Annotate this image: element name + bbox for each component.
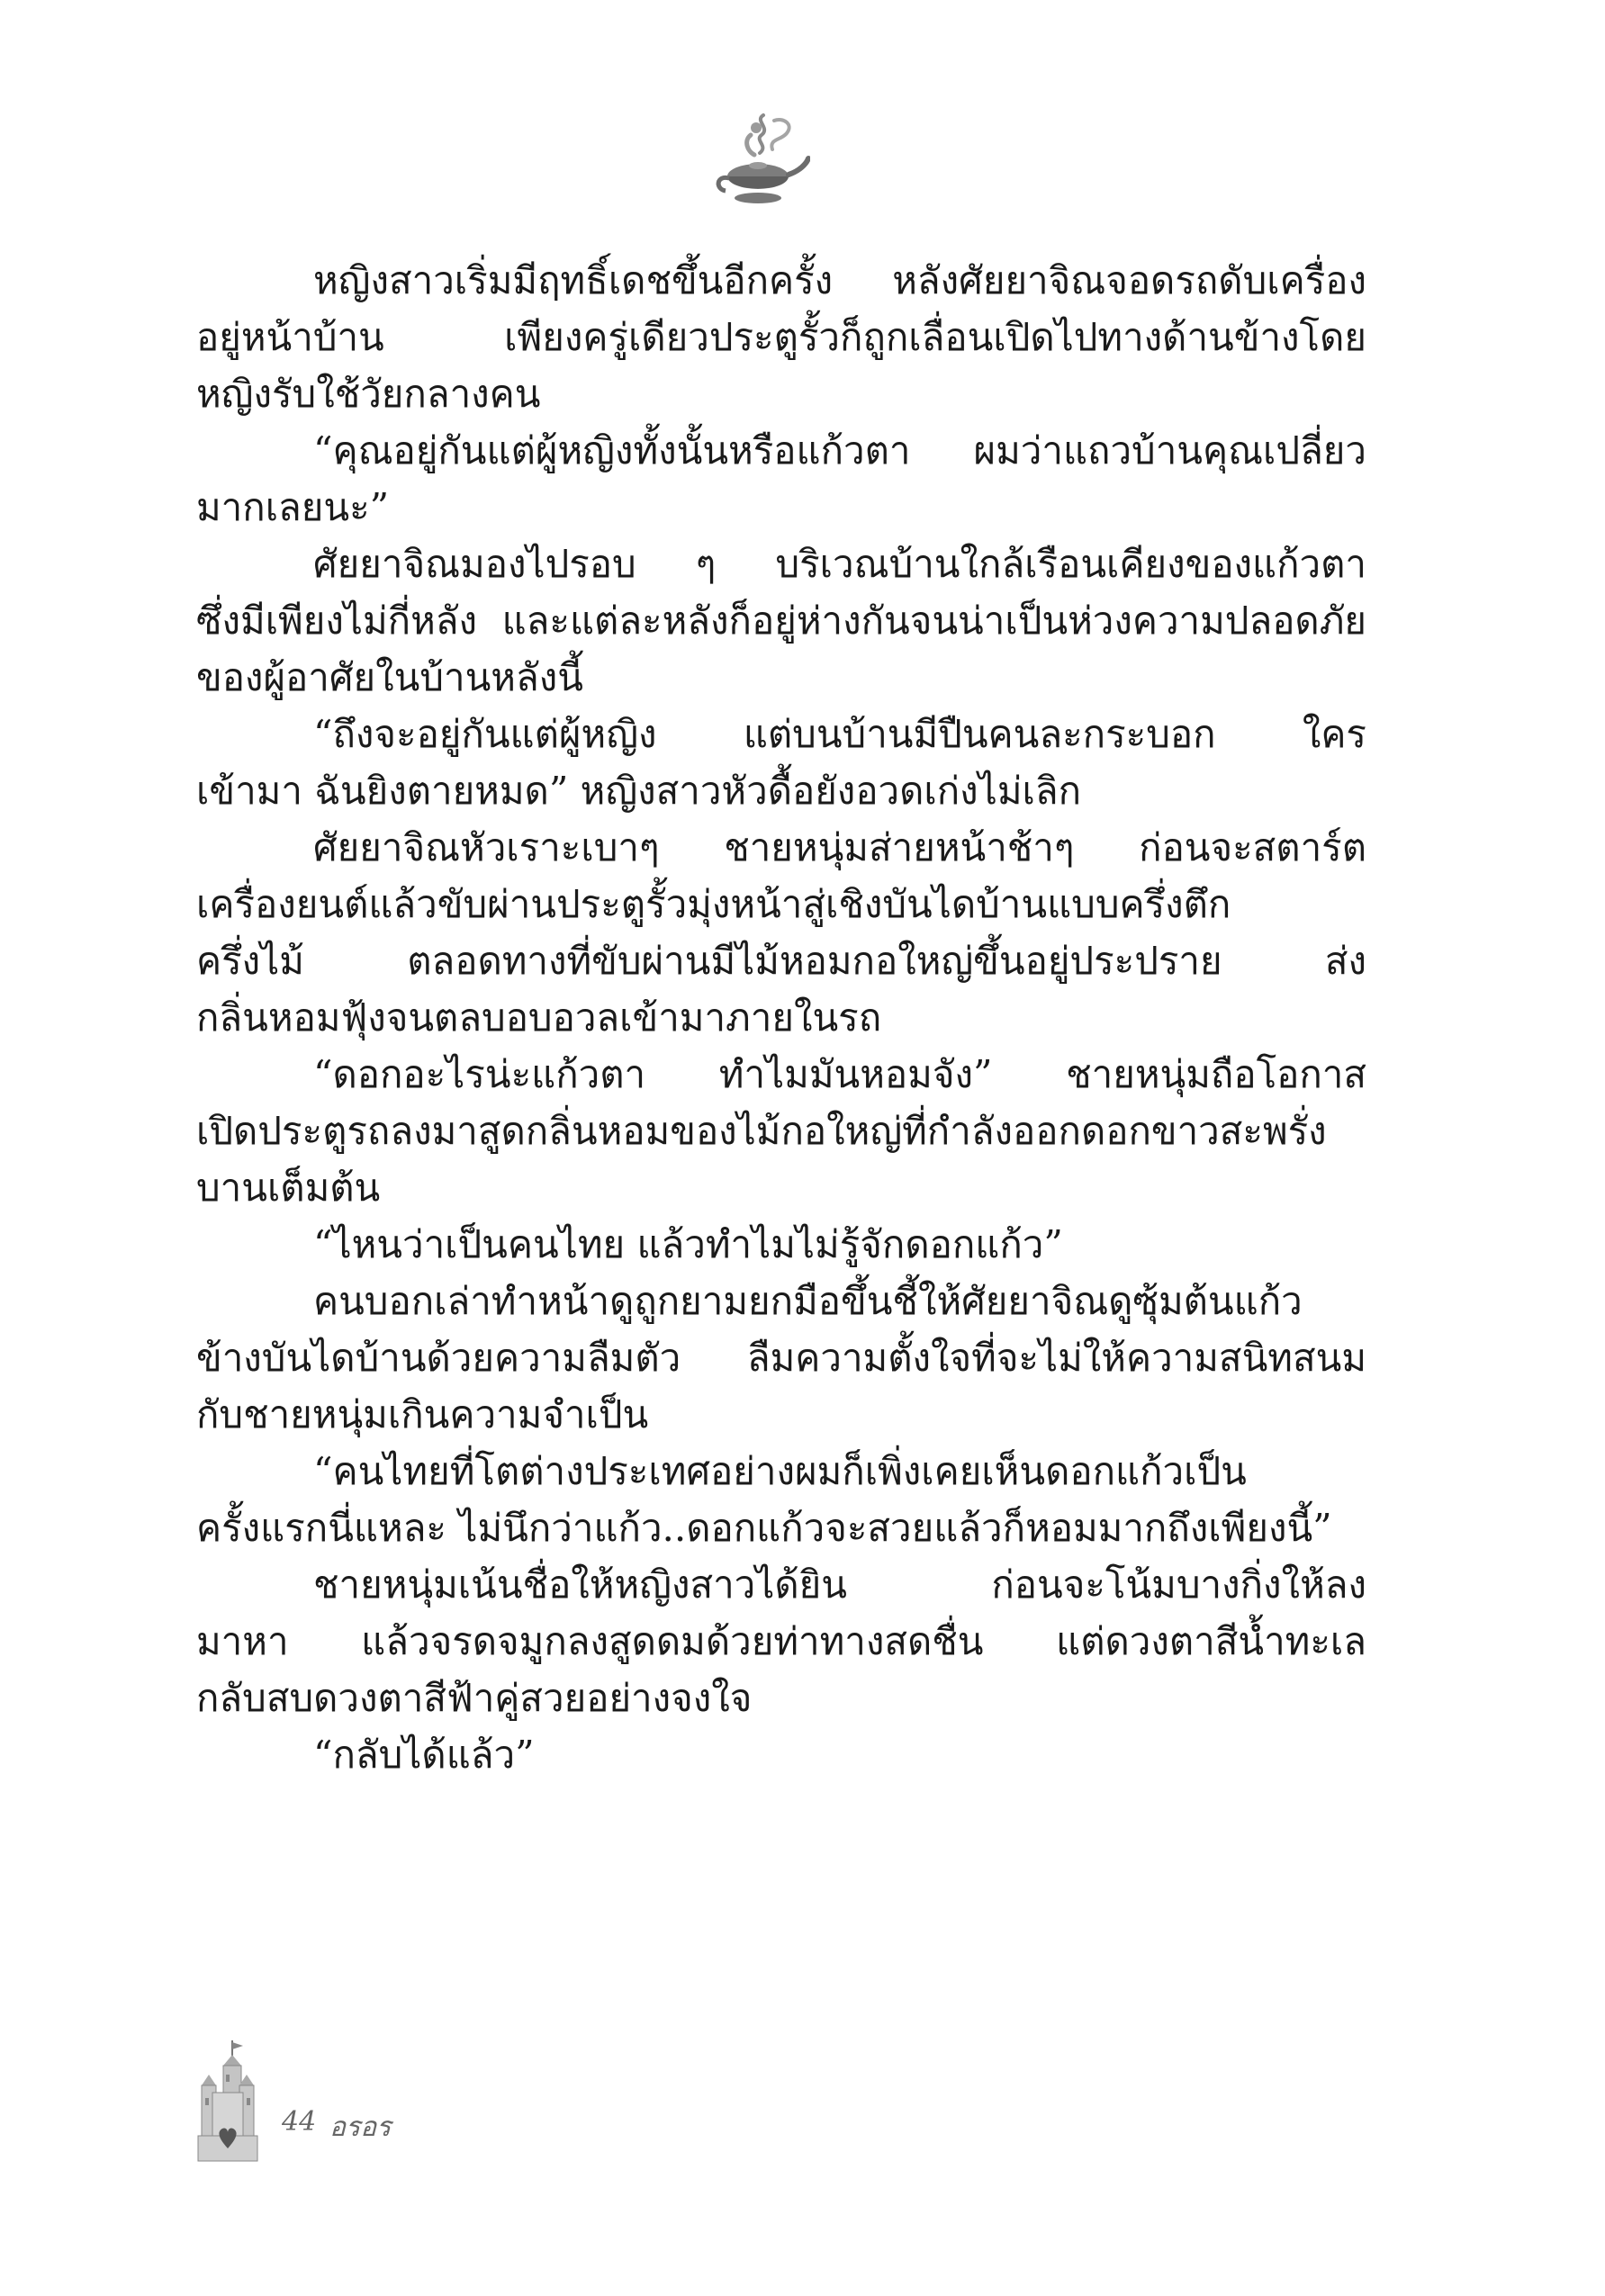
paragraph bbox=[196, 1216, 1366, 1273]
paragraph bbox=[196, 536, 1366, 706]
text-line: “ไหนว่าเป็นคนไทย แล้วทำไมไม่รู้จักดอกแก้ว” bbox=[313, 1222, 1063, 1266]
text-line: เปิดประตูรถลงมาสูดกลิ่นหอมของไม้กอใหญ่ที่กำลังออกดอกขาวสะพรั่ง bbox=[196, 1109, 1327, 1153]
text-line: ของผู้อาศัยในบ้านหลังนี้ bbox=[196, 655, 583, 699]
text-line: กลับสบดวงตาสีฟ้าคู่สวยอย่างจงใจ bbox=[196, 1676, 753, 1720]
text-line: เครื่องยนต์แล้วขับผ่านประตูรั้วมุ่งหน้าสู่เชิงบันไดบ้านแบบครึ่งตึก bbox=[196, 882, 1231, 926]
paragraph bbox=[196, 706, 1366, 819]
author-name: อรอร bbox=[329, 2111, 392, 2143]
body-text bbox=[196, 252, 1366, 1783]
text-line: ข้างบันไดบ้านด้วยความลืมตัว ลืมความตั้งใจที่จะไม่ให้ความสนิทสนม bbox=[196, 1336, 1366, 1380]
text-line: ศัยยาจิณหัวเราะเบาๆ ชายหนุ่มส่ายหน้าช้าๆ ก่อนจะสตาร์ต bbox=[313, 825, 1366, 869]
paragraph bbox=[196, 1556, 1366, 1726]
text-line: กลิ่นหอมฟุ้งจนตลบอบอวลเข้ามาภายในรถ bbox=[196, 995, 882, 1040]
text-line: “กลับได้แล้ว” bbox=[313, 1733, 535, 1777]
text-line: “คุณอยู่กันแต่ผู้หญิงทั้งนั้นหรือแก้วตา ผมว่าแถวบ้านคุณเปลี่ยว bbox=[313, 428, 1366, 473]
text-line: “ดอกอะไรน่ะแก้วตา ทำไมมันหอมจัง” ชายหนุ่มถือโอกาส bbox=[313, 1052, 1366, 1096]
castle-icon bbox=[196, 2039, 259, 2165]
text-line: ครึ่งไม้ ตลอดทางที่ขับผ่านมีไม้หอมกอใหญ่ขึ้นอยู่ประปราย ส่ง bbox=[196, 939, 1366, 983]
paragraph bbox=[196, 1273, 1366, 1443]
text-line: “ถึงจะอยู่กันแต่ผู้หญิง แต่บนบ้านมีปืนคนละกระบอก ใคร bbox=[313, 712, 1366, 756]
text-line: อยู่หน้าบ้าน เพียงครู่เดียวประตูรั้วก็ถูกเลื่อนเปิดไปทางด้านข้างโดย bbox=[196, 315, 1366, 359]
text-line: หญิงรับใช้วัยกลางคน bbox=[196, 372, 541, 416]
text-line: ครั้งแรกนี่แหละ ไม่นึกว่าแก้ว..ดอกแก้วจะสวยแล้วก็หอมมากถึงเพียงนี้” bbox=[196, 1506, 1332, 1550]
paragraph bbox=[196, 1726, 1366, 1783]
text-line: หญิงสาวเริ่มมีฤทธิ์เดชขึ้นอีกครั้ง หลังศัยยาจิณจอดรถดับเครื่อง bbox=[313, 258, 1366, 302]
text-line: คนบอกเล่าทำหน้าดูถูกยามยกมือขึ้นชี้ให้ศัยยาจิณดูซุ้มต้นแก้ว bbox=[313, 1279, 1303, 1323]
page-number: 44 bbox=[282, 2106, 317, 2138]
paragraph bbox=[196, 422, 1366, 536]
text-line: มาหา แล้วจรดจมูกลงสูดดมด้วยท่าทางสดชื่น แต่ดวงตาสีน้ำทะเล bbox=[196, 1619, 1366, 1663]
genie-lamp-icon bbox=[711, 108, 810, 212]
paragraph bbox=[196, 252, 1366, 422]
text-line: เข้ามา ฉันยิงตายหมด” หญิงสาวหัวดื้อยังอวดเก่งไม่เลิก bbox=[196, 769, 1082, 813]
text-line: บานเต็มต้น bbox=[196, 1166, 381, 1210]
text-line: ศัยยาจิณมองไปรอบ ๆ บริเวณบ้านใกล้เรือนเคียงของแก้วตา bbox=[313, 542, 1366, 586]
paragraph bbox=[196, 1046, 1366, 1216]
text-line: มากเลยนะ” bbox=[196, 485, 390, 529]
paragraph bbox=[196, 819, 1366, 1046]
text-line: “คนไทยที่โตต่างประเทศอย่างผมก็เพิ่งเคยเห็นดอกแก้วเป็น bbox=[313, 1449, 1247, 1493]
text-line: ซึ่งมีเพียงไม่กี่หลัง และแต่ละหลังก็อยู่ห่างกันจนน่าเป็นห่วงความปลอดภัย bbox=[196, 599, 1366, 643]
page-footer bbox=[196, 2039, 556, 2165]
paragraph bbox=[196, 1443, 1366, 1556]
text-line: กับชายหนุ่มเกินความจำเป็น bbox=[196, 1392, 649, 1436]
text-line: ชายหนุ่มเน้นชื่อให้หญิงสาวได้ยิน ก่อนจะโน้มบางกิ่งให้ลง bbox=[313, 1562, 1366, 1607]
